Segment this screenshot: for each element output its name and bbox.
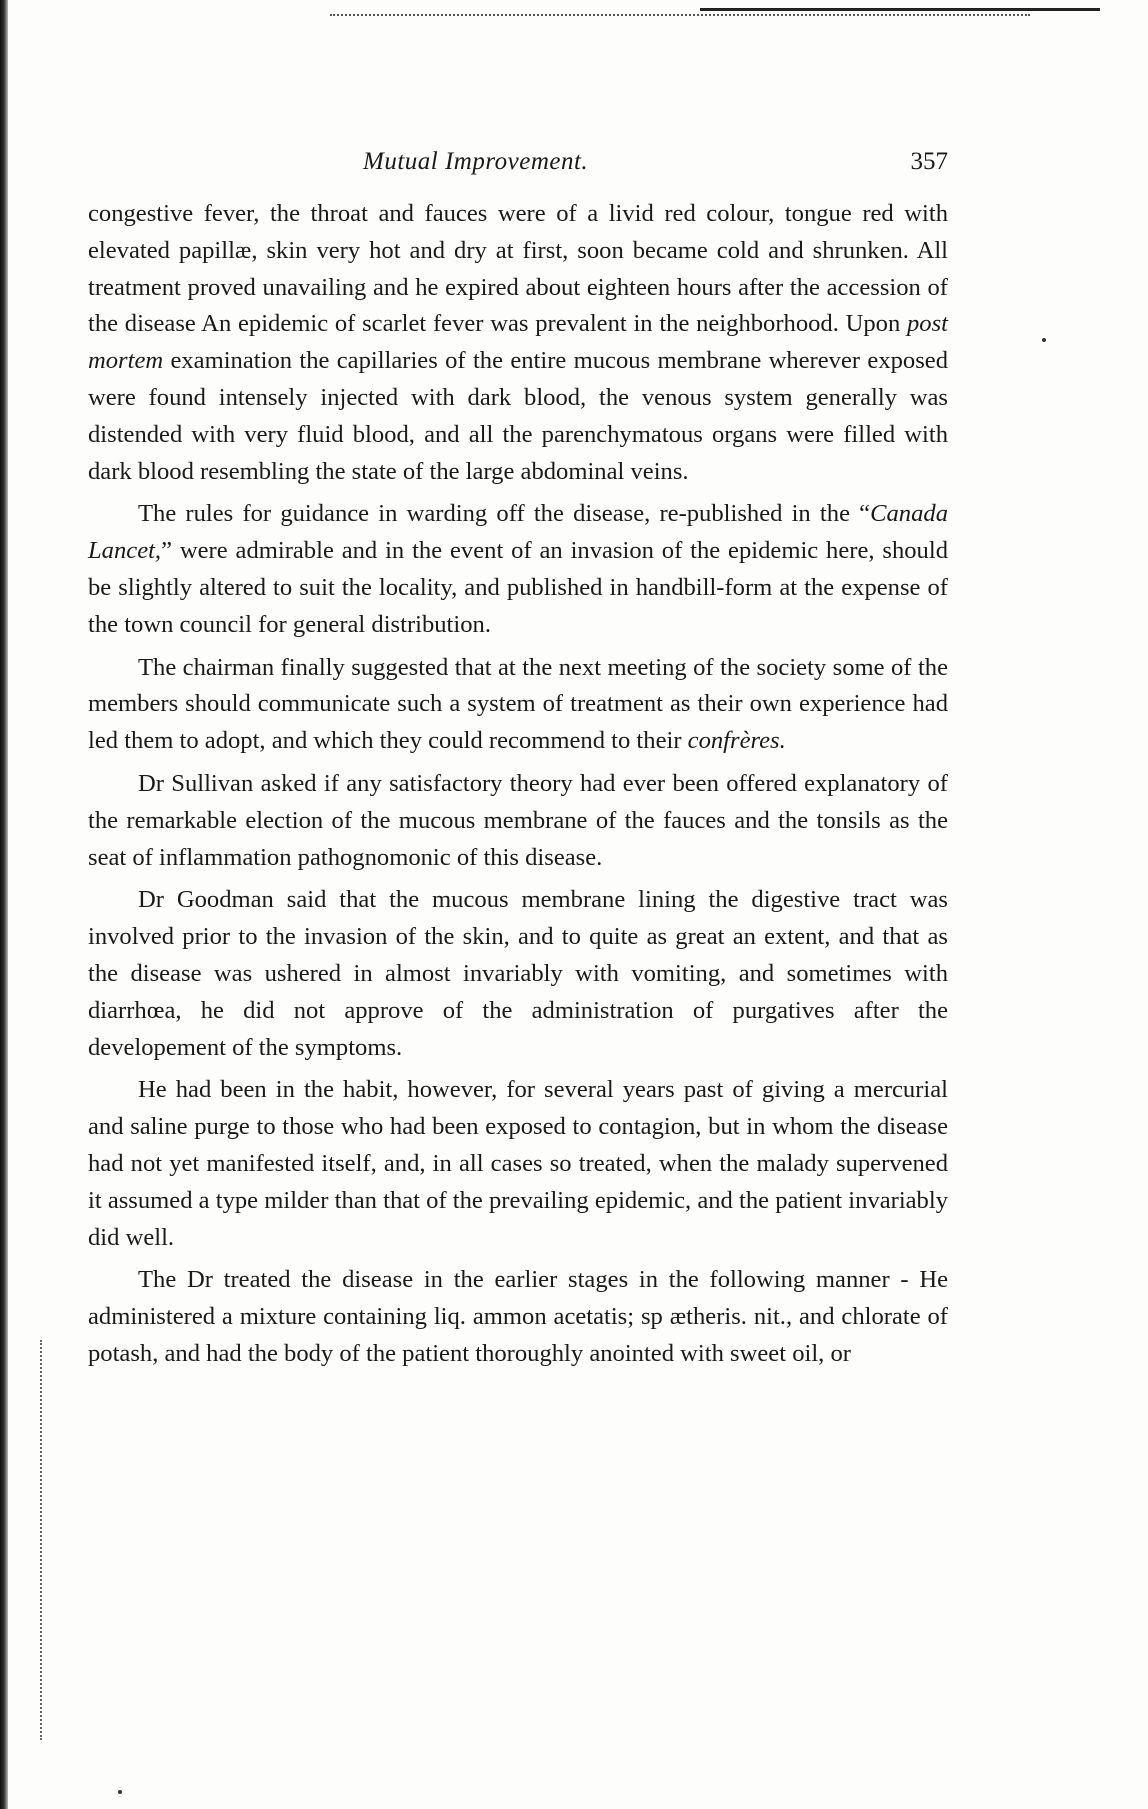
- body-text: [88, 196, 948, 1379]
- stray-ink-mark: [1042, 338, 1046, 342]
- paragraph: [88, 1072, 948, 1256]
- paragraph-text: The chairman finally suggested that at the next meeting of the society some of the members should communicate such a system of treatment as their own experience had led them to adopt, and which they could recommend to their: [88, 653, 948, 755]
- paragraph-text-italic: confrères.: [687, 727, 786, 755]
- paragraph-text: The rules for guidance in warding off the disease, re-published in the “: [138, 500, 871, 528]
- binding-edge: [0, 0, 8, 1809]
- running-head: [88, 148, 948, 184]
- stray-ink-mark: [118, 1790, 122, 1794]
- paragraph: [88, 496, 948, 643]
- scan-artifact-dashes: [330, 14, 1030, 18]
- paragraph-text: examination the capillaries of the entire mucous membrane wherever exposed were found intensely injected with dark blood, the venous system generally was distended with very fluid blood, and all the parenchymatous organs were filled with dark blood resembling the state of the large abdominal veins.: [88, 347, 948, 485]
- running-title: Mutual Improvement.: [363, 148, 589, 175]
- paragraph-text-italic: post mortem: [88, 310, 948, 375]
- paragraph: [88, 1262, 948, 1372]
- paragraph: [88, 766, 948, 876]
- paragraph-text: congestive fever, the throat and fauces were of a livid red colour, tongue red with elevated papillæ, skin very hot and dry at first, soon became cold and shrunken. All treatment proved unavailing and he expired about eighteen hours after the accession of the disease An epidemic of scarlet fever was prevalent in the neighborhood. Upon: [88, 200, 948, 338]
- paragraph: [88, 882, 948, 1066]
- paragraph: [88, 196, 948, 490]
- paragraph-text: ” were admirable and in the event of an invasion of the epidemic here, should be slightly altered to suit the locality, and published in handbill-form at the expense of the town council for general distribution.: [88, 537, 948, 638]
- page-number: 357: [910, 148, 948, 175]
- paragraph-text: Dr Goodman said that the mucous membrane lining the digestive tract was involved prior to the invasion of the skin, and to quite as great an extent, and that as the disease was ushered in almost invariably with vomiting, and sometimes with diarrhœa, he did not approve of the administration of purgatives after the developement of the symptoms.: [88, 886, 948, 1061]
- paragraph-text-italic: Canada Lancet,: [88, 500, 948, 565]
- scan-artifact-line: [700, 8, 1100, 11]
- paragraph: [88, 650, 948, 760]
- paragraph-text: Dr Sullivan asked if any satisfactory theory had ever been offered explanatory of the remarkable election of the mucous membrane of the fauces and the tonsils as the seat of inflammation pathognomonic of this disease.: [88, 769, 948, 871]
- paragraph-text: He had been in the habit, however, for several years past of giving a mercurial and saline purge to those who had been exposed to contagion, but in whom the disease had not yet manifested itself, and, in all cases so treated, when the malady supervened it assumed a type milder than that of the prevailing epidemic, and the patient invariably did well.: [88, 1076, 948, 1251]
- paragraph-text: The Dr treated the disease in the earlier stages in the following manner - He administered a mixture containing liq. ammon acetatis; sp ætheris. nit., and chlorate of potash, and had the body of the patient thoroughly anointed with sweet oil, or: [88, 1266, 948, 1367]
- scan-artifact-dots: [40, 1340, 44, 1740]
